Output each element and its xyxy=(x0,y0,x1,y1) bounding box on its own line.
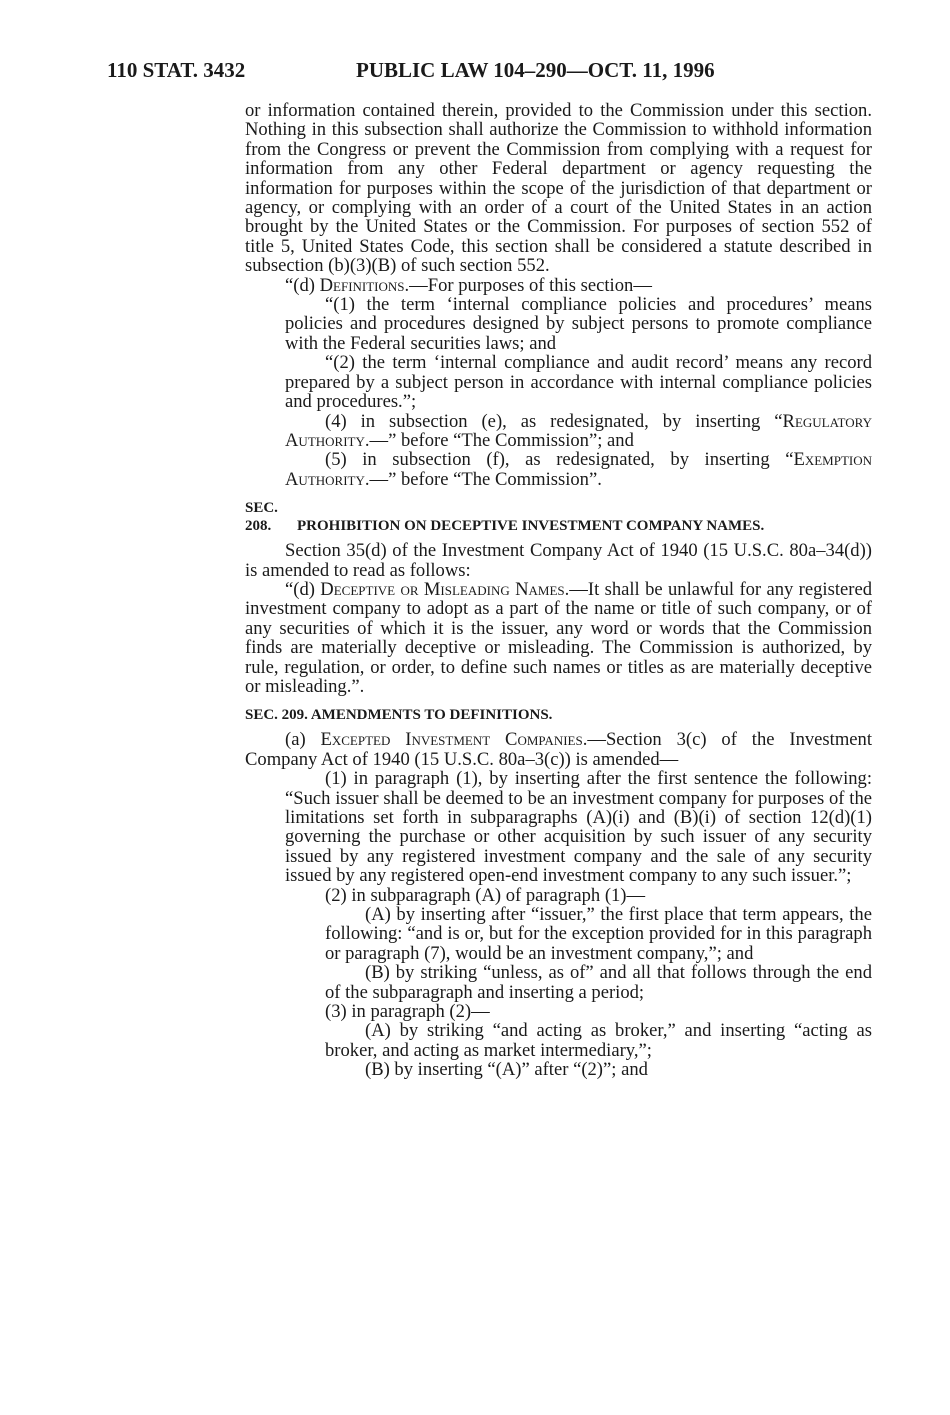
section-208-subsection-d: “(d) Deceptive or Misleading Names.—It shall be unlawful for any registered investment company to adopt as a part of the name or title of such company, or of any securities of which it is the issuer, any word or words that the Commission finds are materially deceptive or misleading. The Commission is authorized, by rule, regulation, or order, to define such names or titles as are materially deceptive or misleading.”. xyxy=(245,578,872,697)
continued-paragraph: or information contained therein, provided to the Commission under this section. Nothing in this subsection shall authorize the Commission to withhold information from the Congress or prevent the Commission from complying with a request for information from any other Federal department or agency requesting the information for purposes within the scope of the jurisdiction of that department or agency, or complying with an order of a court of the United States in an action brought by the United States or the Commission. For purposes of section 552 of title 5, United States Code, this section shall be considered a statute described in subsection (b)(3)(B) of such section 552. xyxy=(245,100,872,277)
page-body xyxy=(245,101,872,1080)
amendment-item-4: (4) in subsection (e), as redesignated, by inserting “Regulatory Authority.—” before “The Commission”; and xyxy=(285,410,872,451)
definition-2: “(2) the term ‘internal compliance and audit record’ means any record prepared by a subject person in accordance with internal compliance policies and procedures.”; xyxy=(285,352,872,413)
definitions-heading: Definitions. xyxy=(319,274,410,296)
section-209-item-2a: (A) by inserting after “issuer,” the first place that term appears, the following: “and is or, but for the exception provided for in this paragraph or paragraph (7), would be an investment company,”; and xyxy=(325,904,872,964)
section-209-subsection-a: (a) Excepted Investment Companies.—Section 3(c) of the Investment Company Act of 1940 (15 U.S.C. 80a–3(c)) is amended— xyxy=(245,729,872,770)
public-law-citation: PUBLIC LAW 104–290—OCT. 11, 1996 xyxy=(356,58,715,82)
section-209-item-2: (2) in subparagraph (A) of paragraph (1)— xyxy=(325,884,646,906)
section-209-item-3b: (B) by inserting “(A)” after “(2)”; and xyxy=(365,1059,648,1081)
page-number: 110 STAT. 3432 xyxy=(107,58,246,82)
section-208-intro: Section 35(d) of the Investment Company Act of 1940 (15 U.S.C. 80a–34(d)) is amended to read as follows: xyxy=(245,540,872,581)
section-209-heading: SEC. 209. AMENDMENTS TO DEFINITIONS. xyxy=(245,707,553,724)
definitions-subsection: “(d) Definitions.—For purposes of this section— xyxy=(285,274,652,296)
amendment-item-5: (5) in subsection (f), as redesignated, by inserting “Exemption Authority.—” before “The Commission”. xyxy=(285,449,872,490)
section-209-item-3: (3) in paragraph (2)— xyxy=(325,1001,490,1023)
definition-1: “(1) the term ‘internal compliance policies and procedures’ means policies and procedures designed by subject persons to promote compliance with the Federal securities laws; and xyxy=(285,294,872,354)
section-208-heading: SEC. 208. PROHIBITION ON DECEPTIVE INVESTMENT COMPANY NAMES. xyxy=(245,500,765,535)
section-209-item-3a: (A) by striking “and acting as broker,” and inserting “acting as broker, and acting as market intermediary,”; xyxy=(325,1020,872,1061)
section-209-item-1: (1) in paragraph (1), by inserting after the first sentence the following: “Such issuer shall be deemed to be an investment company for purposes of the limitations set forth in subparagraphs (A)(i) and (B)(i) of section 12(d)(1) governing the purchase or other acquisition by such issuer of any security issued by any registered investment company and the sale of any security issued by any registered open-end investment company to any such issuer.”; xyxy=(285,768,872,887)
section-209-item-2b: (B) by striking “unless, as of” and all that follows through the end of the subparagraph and inserting a period; xyxy=(325,962,872,1003)
